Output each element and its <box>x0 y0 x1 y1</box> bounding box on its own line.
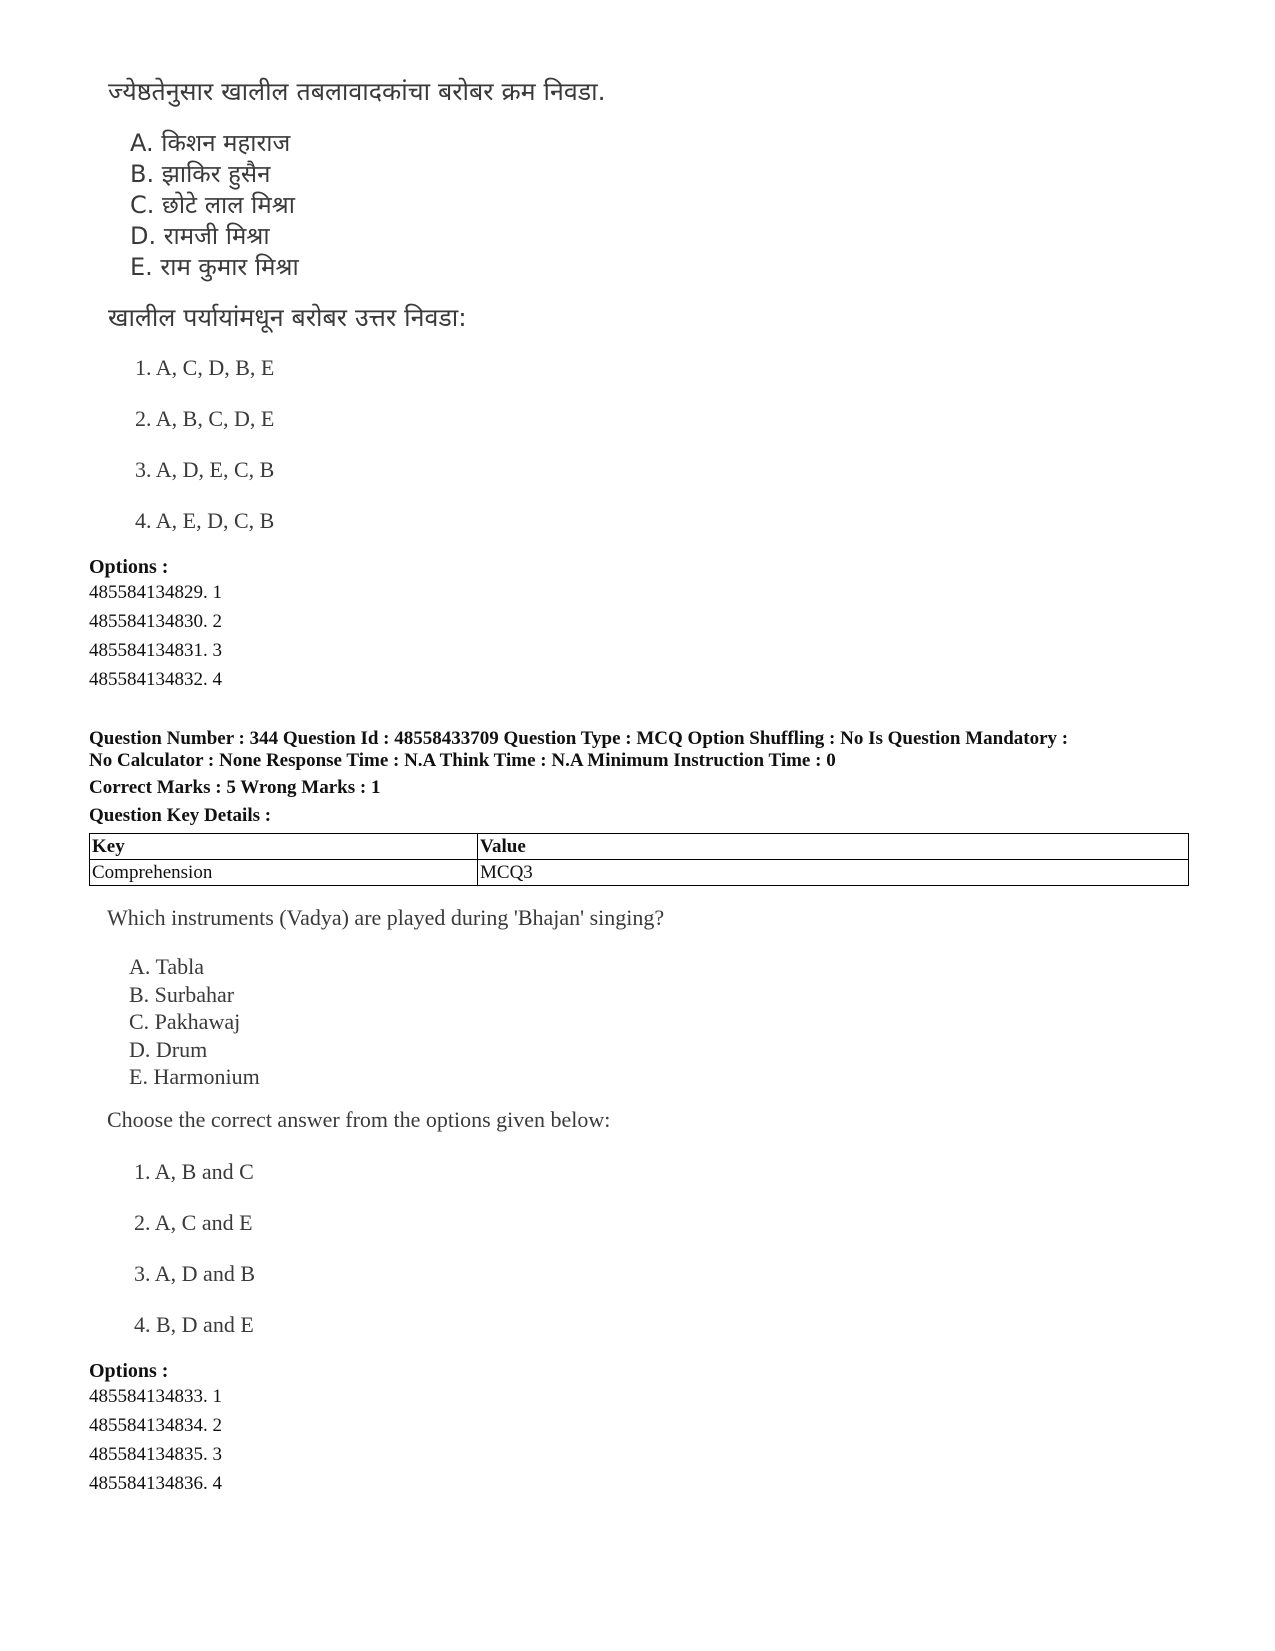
option-id: 485584134831. 3 <box>89 640 222 661</box>
q2-stem: Which instruments (Vadya) are played during 'Bhajan' singing? <box>107 905 665 930</box>
q2-choice: 3. A, D and B <box>134 1261 255 1286</box>
table-header-row <box>90 834 1189 860</box>
q1-item: E. राम कुमार मिश्रा <box>130 253 299 281</box>
q2-choice: 2. A, C and E <box>134 1210 253 1235</box>
q2-choice: 4. B, D and E <box>134 1312 254 1337</box>
question-header-line1: Question Number : 344 Question Id : 48558433709 Question Type : MCQ Option Shuffling : No Is Question Mandatory : <box>89 728 1069 749</box>
q1-item: C. छोटे लाल मिश्रा <box>130 191 295 219</box>
table-cell-key: Comprehension <box>90 860 478 886</box>
marks-line: Correct Marks : 5 Wrong Marks : 1 <box>89 777 381 798</box>
table-header-key: Key <box>90 834 478 860</box>
option-id: 485584134829. 1 <box>89 582 222 603</box>
question-header-line2: No Calculator : None Response Time : N.A Think Time : N.A Minimum Instruction Time : 0 <box>89 750 836 771</box>
q2-options-list <box>89 1386 222 1502</box>
option-id: 485584134836. 4 <box>89 1473 222 1494</box>
table-cell-value: MCQ3 <box>478 860 1189 886</box>
key-details-label: Question Key Details : <box>89 805 272 826</box>
q2-item: D. Drum <box>129 1036 208 1062</box>
key-details-table <box>89 833 1189 886</box>
option-id: 485584134832. 4 <box>89 669 222 690</box>
option-id: 485584134833. 1 <box>89 1386 222 1407</box>
option-id: 485584134830. 2 <box>89 611 222 632</box>
q1-options-label: Options : <box>89 556 169 578</box>
q1-choice: 4. A, E, D, C, B <box>135 508 275 533</box>
option-id: 485584134835. 3 <box>89 1444 222 1465</box>
q1-choice: 3. A, D, E, C, B <box>135 457 275 482</box>
q2-item-list <box>129 953 260 1091</box>
q1-choice: 2. A, B, C, D, E <box>135 406 275 431</box>
q2-choice: 1. A, B and C <box>134 1159 254 1184</box>
q1-item: D. रामजी मिश्रा <box>130 222 270 250</box>
q1-item: A. किशन महाराज <box>130 129 291 157</box>
q2-item: C. Pakhawaj <box>129 1009 241 1034</box>
q2-options-label: Options : <box>89 1360 169 1382</box>
q2-item: A. Tabla <box>129 954 205 979</box>
table-header-value: Value <box>478 834 1189 860</box>
q1-item: B. झाकिर हुसैन <box>130 160 271 188</box>
q2-item: B. Surbahar <box>129 981 235 1007</box>
q2-instruction: Choose the correct answer from the options given below: <box>107 1107 611 1132</box>
q1-stem: ज्येष्ठतेनुसार खालील तबलावादकांचा बरोबर क्रम निवडा. <box>108 77 606 106</box>
option-id: 485584134834. 2 <box>89 1415 222 1436</box>
q1-options-list <box>89 582 222 698</box>
q1-item-list <box>130 128 299 283</box>
q2-item: E. Harmonium <box>129 1064 260 1089</box>
q1-instruction: खालील पर्यायांमधून बरोबर उत्तर निवडा: <box>108 303 467 332</box>
q1-choice: 1. A, C, D, B, E <box>135 355 275 380</box>
table-row <box>90 860 1189 886</box>
